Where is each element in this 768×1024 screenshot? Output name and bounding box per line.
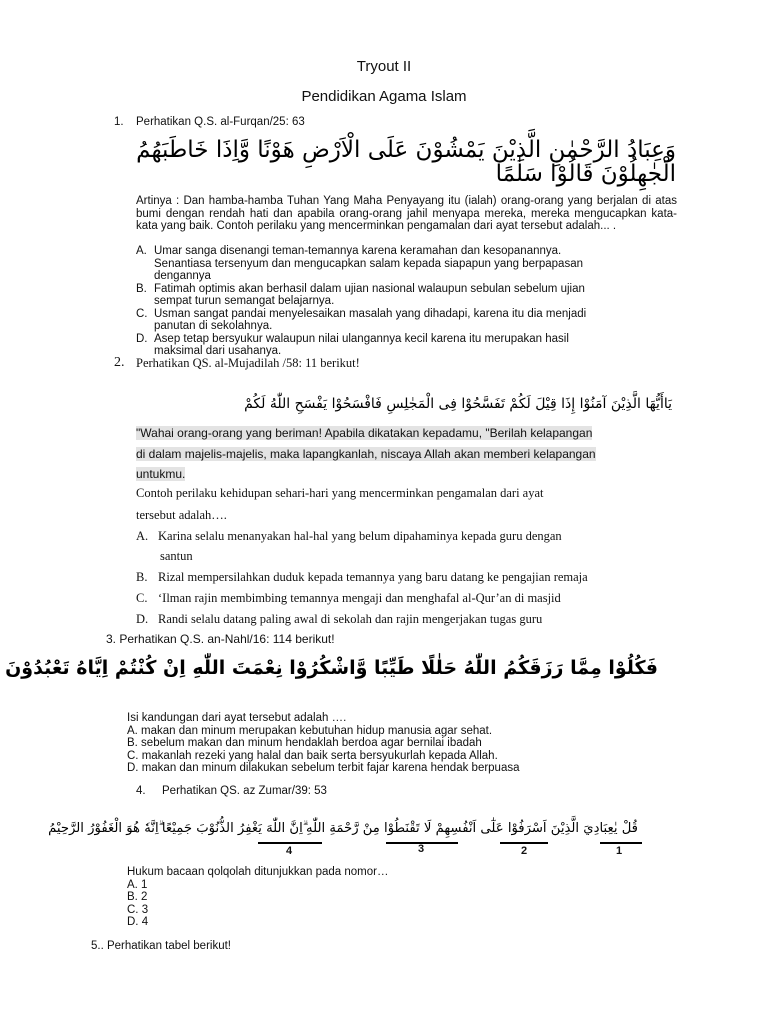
- option-text: D. makan dan minum dilakukan sebelum terbit fajar karena hendak berpuasa: [127, 762, 520, 774]
- option-text: Usman sangat pandai menyelesaikan masalah yang dihadapi, karena itu dia menjadi: [154, 307, 587, 320]
- document-title: Tryout II: [356, 58, 412, 75]
- question-prompt: 3. Perhatikan Q.S. an-Nahl/16: 114 berikut!: [106, 632, 335, 646]
- option-text: dengannya: [154, 270, 211, 282]
- option-label: D.: [136, 612, 149, 626]
- arabic-verse: فَكُلُوْا مِمَّا رَزَقَكُمُ اللّٰهُ حَلٰلًا طَيِّبًا وَّاشْكُرُوْا نِعْمَتَ اللّٰهِ اِنْ كُنْتُمْ اِيَّاهُ تَعْبُدُوْنَ: [5, 657, 658, 679]
- option-text: C. makanlah rezeki yang halal dan baik serta bersyukurlah kepada Allah.: [127, 749, 498, 762]
- question-prompt: Perhatikan QS. az Zumar/39: 53: [162, 785, 327, 797]
- verse-translation-line: untukmu.: [136, 467, 186, 481]
- option-text: C. 3: [127, 903, 149, 916]
- option-text: ‘Ilman rajin membimbing temannya mengaji dan menghafal al-Qur’an di masjid: [158, 591, 561, 605]
- option-label: B.: [136, 282, 147, 295]
- verse-translation: Artinya : Dan hamba-hamba Tuhan Yang Maha Penyayang itu (ialah) orang-orang yang berjalan di atas bumi dengan rendah hati dan apabila orang-orang jahil menyapa mereka, mereka mengucapkan kata-kata yang baik. Contoh perilaku yang mencerminkan pengamalan dari ayat tersebut adalah... .: [136, 195, 677, 232]
- question-5-prompt: 5.. Perhatikan tabel berikut!: [91, 940, 231, 952]
- option-text: Umar sanga disenangi teman-temannya karena keramahan dan kesopanannya.: [154, 245, 562, 257]
- marker-number: 3: [418, 843, 425, 855]
- option-text: sempat turun semangat belajarnya.: [154, 295, 335, 307]
- question-text: tersebut adalah….: [136, 508, 227, 522]
- option-text: santun: [160, 549, 193, 563]
- underline-2: [500, 842, 548, 844]
- option-text: A. 1: [127, 878, 148, 891]
- marker-number: 1: [616, 845, 623, 857]
- option-label: B.: [136, 570, 148, 584]
- arabic-verse: يَاأَيُّهَا الَّذِيْنَ آمَنُوْا إِذَا قِيْلَ لَكُمْ تَفَسَّحُوْا فِى الْمَجٰلِسِ فَافْسَحُوْا يَفْسَحِ اللّٰهُ لَكُمْ: [244, 396, 672, 412]
- option-text: D. 4: [127, 916, 149, 928]
- underline-4: [258, 842, 322, 844]
- question-text: Contoh perilaku kehidupan sehari-hari yang mencerminkan pengamalan dari ayat: [136, 486, 544, 500]
- option-text: B. sebelum makan dan minum hendaklah berdoa agar bernilai ibadah: [127, 737, 482, 749]
- question-text: Isi kandungan dari ayat tersebut adalah ….: [127, 712, 347, 724]
- arabic-verse-line-1: وَعِبَادُ الرَّحْمٰنِ الَّذِيْنَ يَمْشُوْنَ عَلَى الْاَرْضِ هَوْنًا وَّاِذَا خَاطَبَهُمُ: [136, 137, 676, 163]
- question-number: 1.: [114, 116, 124, 128]
- option-label: C.: [136, 307, 148, 320]
- verse-translation-line: "Wahai orang-orang yang beriman! Apabila dikatakan kepadamu, "Berilah kelapangan: [136, 426, 593, 440]
- question-prompt: Perhatikan Q.S. al-Furqan/25: 63: [136, 116, 305, 128]
- question-text: Hukum bacaan qolqolah ditunjukkan pada nomor…: [127, 866, 389, 878]
- verse-translation-line: di dalam majelis-majelis, maka lapangkanlah, niscaya Allah akan memberi kelapangan: [136, 447, 596, 461]
- option-label: D.: [136, 332, 148, 345]
- question-prompt: Perhatikan QS. al-Mujadilah /58: 11 berikut!: [136, 356, 360, 370]
- marker-number: 4: [286, 845, 293, 857]
- underline-1: [600, 842, 642, 844]
- option-text: panutan di sekolahnya.: [154, 320, 273, 332]
- option-text: maksimal dari usahanya.: [154, 345, 282, 357]
- marker-number: 2: [521, 845, 528, 857]
- option-label: A.: [136, 529, 149, 543]
- option-text: Asep tetap bersyukur walaupun nilai ulangannya kecil karena itu merupakan hasil: [154, 332, 569, 345]
- arabic-verse: قُلْ يٰعِبَادِيَ الَّذِيْنَ اَسْرَفُوْا عَلٰٓى اَنْفُسِهِمْ لَا تَقْنَطُوْا مِنْ رَّحْمَةِ اللّٰهِ ۗاِنَّ اللّٰهَ يَغْفِرُ الذُّنُوْبَ جَمِيْعًا ۗاِنَّهٗ هُوَ الْغَفُوْرُ الرَّحِيْمُ: [48, 821, 638, 836]
- option-text: Rizal mempersilahkan duduk kepada temannya yang baru datang ke pengajian remaja: [158, 570, 588, 584]
- option-text: Karina selalu menanyakan hal-hal yang belum dipahaminya kepada guru dengan: [158, 529, 562, 543]
- option-label: C.: [136, 591, 148, 605]
- option-text: Senantiasa tersenyum dan mengucapkan salam kepada siapapun yang berpapasan: [154, 257, 583, 270]
- option-text: Fatimah optimis akan berhasil dalam ujian nasional walaupun sebulan sebelum ujian: [154, 282, 585, 295]
- document-subtitle: Pendidikan Agama Islam: [301, 88, 467, 105]
- option-label: A.: [136, 245, 147, 257]
- option-text: B. 2: [127, 891, 148, 903]
- option-text: A. makan dan minum merupakan kebutuhan hidup manusia agar sehat.: [127, 724, 493, 737]
- question-number: 2.: [114, 355, 125, 370]
- question-number: 4.: [136, 785, 146, 797]
- arabic-verse-line-2: الْجٰهِلُوْنَ قَالُوْا سَلٰمًا: [495, 161, 676, 187]
- option-text: Randi selalu datang paling awal di sekolah dan rajin mengerjakan tugas guru: [158, 612, 543, 626]
